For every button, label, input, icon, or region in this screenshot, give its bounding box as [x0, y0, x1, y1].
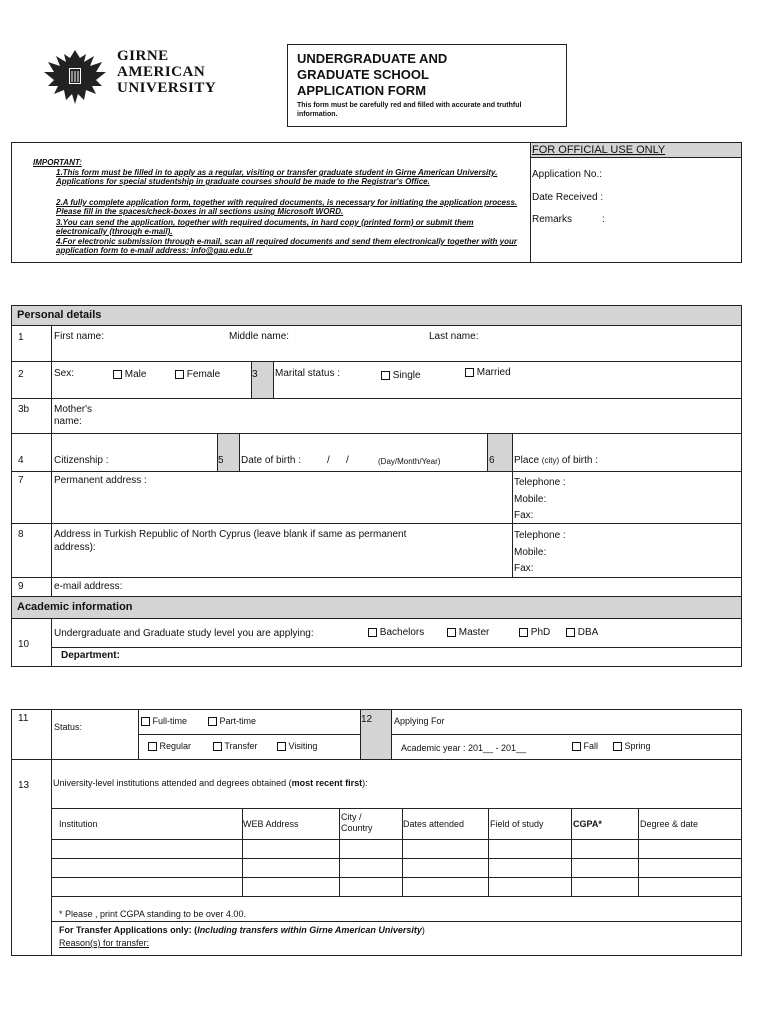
- marital-status-label: Marital status :: [275, 368, 341, 379]
- trnc-contact: [514, 528, 566, 578]
- place-of-birth-a: Place: [514, 455, 540, 466]
- single-option[interactable]: [381, 370, 421, 381]
- academic-year-label[interactable]: Academic year : 201__ - 201__: [401, 743, 527, 753]
- important-item-2: 2.A fully complete application form, together with required documents, is necessary for initiating the application process. Please fill in the spaces/check-boxes in all sections using Microsoft WORD.: [56, 198, 518, 216]
- university-name-line1: GIRNE: [117, 48, 169, 64]
- permanent-fax-label[interactable]: Fax:: [514, 510, 534, 521]
- row-number-1: 1: [18, 332, 24, 343]
- row-number-2: 2: [18, 369, 24, 380]
- form-title-line2: GRADUATE SCHOOL: [297, 67, 429, 82]
- dob-slash-2: /: [346, 455, 349, 466]
- phd-label: PhD: [530, 627, 551, 638]
- permanent-address-label[interactable]: Permanent address :: [54, 475, 147, 486]
- regular-checkbox[interactable]: [148, 742, 157, 751]
- mothers-name-line2: name:: [54, 416, 82, 427]
- fall-label: Fall: [583, 741, 599, 751]
- female-checkbox[interactable]: [175, 370, 184, 379]
- married-checkbox[interactable]: [465, 368, 474, 377]
- form-title: [297, 51, 447, 99]
- university-name: [117, 48, 216, 96]
- important-item-3: 3.You can send the application, together with required documents, in hard copy (printed form) or submit them electronically (through e-mail).: [56, 218, 474, 236]
- married-option[interactable]: [465, 367, 511, 378]
- middle-name-label[interactable]: Middle name:: [229, 331, 290, 342]
- last-name-label[interactable]: Last name:: [429, 331, 479, 342]
- col-field-of-study: Field of study: [490, 819, 544, 829]
- fulltime-option[interactable]: [141, 716, 187, 726]
- sex-label: Sex:: [54, 368, 75, 379]
- phd-checkbox[interactable]: [519, 628, 528, 637]
- place-of-birth-label[interactable]: [514, 455, 598, 466]
- fulltime-checkbox[interactable]: [141, 717, 150, 726]
- row-number-6: 6: [489, 455, 495, 466]
- department-label[interactable]: Department:: [61, 650, 120, 661]
- parttime-option[interactable]: [208, 716, 256, 726]
- eagle-seal-icon: [42, 44, 108, 108]
- col-web-address: WEB Address: [243, 819, 299, 829]
- cgpa-note: * Please , print CGPA standing to be over 4.00.: [59, 909, 246, 919]
- row-number-4: 4: [18, 455, 24, 466]
- single-label: Single: [392, 370, 421, 381]
- transfer-checkbox[interactable]: [213, 742, 222, 751]
- transfer-note-a: For Transfer Applications only: (: [59, 925, 198, 935]
- male-label: Male: [124, 369, 147, 380]
- row-number-10: 10: [18, 639, 30, 650]
- parttime-label: Part-time: [219, 716, 257, 726]
- fall-checkbox[interactable]: [572, 742, 581, 751]
- spring-checkbox[interactable]: [613, 742, 622, 751]
- email-address-label[interactable]: e-mail address:: [54, 581, 123, 592]
- remarks-colon: :: [602, 214, 605, 225]
- female-option[interactable]: [175, 369, 220, 380]
- row-number-11: 11: [18, 713, 29, 724]
- master-label: Master: [458, 627, 490, 638]
- bachelors-label: Bachelors: [379, 627, 425, 638]
- permanent-telephone-label[interactable]: Telephone :: [514, 477, 566, 488]
- master-checkbox[interactable]: [447, 628, 456, 637]
- single-checkbox[interactable]: [381, 371, 390, 380]
- important-box: [11, 142, 742, 263]
- institutions-heading-bold: most recent first: [291, 778, 363, 788]
- bachelors-checkbox[interactable]: [368, 628, 377, 637]
- study-level-label: Undergraduate and Graduate study level you are applying:: [54, 628, 314, 639]
- dob-format-hint: (Day/Month/Year): [378, 457, 441, 466]
- trnc-address-label[interactable]: [54, 528, 406, 554]
- date-of-birth-label[interactable]: Date of birth :: [241, 455, 302, 466]
- applying-for-label: Applying For: [394, 716, 445, 726]
- male-option[interactable]: [113, 369, 146, 380]
- important-item-1: 1.This form must be filled in to apply as a regular, visiting or transfer graduate student in Girne American University. Applications for special studentship in graduate courses should be made to the Registrar's Office.: [56, 168, 498, 186]
- visiting-checkbox[interactable]: [277, 742, 286, 751]
- trnc-mobile-label[interactable]: Mobile:: [514, 546, 547, 558]
- mothers-name-line1: Mother's: [54, 404, 93, 415]
- date-received-label: Date Received :: [532, 192, 604, 203]
- col-cgpa: CGPA*: [573, 819, 602, 829]
- university-logo: [42, 44, 108, 108]
- row-number-13: 13: [18, 780, 30, 791]
- reasons-for-transfer-label[interactable]: Reason(s) for transfer:: [59, 938, 150, 948]
- form-title-box: [287, 44, 567, 127]
- form-title-line3: APPLICATION FORM: [297, 83, 427, 98]
- table-row[interactable]: [52, 840, 741, 858]
- citizenship-label[interactable]: Citizenship :: [54, 455, 109, 466]
- col-institution: Institution: [59, 819, 98, 829]
- transfer-applications-note: [59, 925, 425, 935]
- permanent-contact: [514, 475, 566, 525]
- trnc-fax-label[interactable]: Fax:: [514, 563, 534, 574]
- status-label: Status:: [54, 722, 83, 732]
- female-label: Female: [186, 369, 221, 380]
- institutions-heading-a: University-level institutions attended and degrees obtained (: [53, 778, 292, 788]
- dba-label: DBA: [577, 627, 599, 638]
- mothers-name-label[interactable]: [54, 404, 92, 428]
- col-dates-attended: Dates attended: [403, 819, 465, 829]
- trnc-address-line2: address):: [54, 542, 96, 553]
- col-degree-date: Degree & date: [640, 819, 699, 829]
- important-item-4: 4.For electronic submission through e-mail, scan all required documents and send them electronically together with your application form to e-mail address: info@gau.edu.tr: [56, 237, 517, 255]
- bachelors-option[interactable]: [368, 627, 424, 638]
- married-label: Married: [476, 367, 511, 378]
- row-number-7: 7: [18, 475, 24, 486]
- institutions-table: [52, 808, 741, 897]
- dba-option[interactable]: [566, 627, 598, 638]
- parttime-checkbox[interactable]: [208, 717, 217, 726]
- personal-details-heading: Personal details: [17, 309, 102, 321]
- row-number-8: 8: [18, 529, 24, 540]
- male-checkbox[interactable]: [113, 370, 122, 379]
- phd-option[interactable]: [519, 627, 550, 638]
- permanent-mobile-label[interactable]: Mobile:: [514, 493, 547, 505]
- transfer-label: Transfer: [224, 741, 258, 751]
- transfer-note-italic: Including transfers within Girne American University: [197, 925, 422, 935]
- table-row[interactable]: [52, 859, 741, 877]
- trnc-telephone-label[interactable]: Telephone :: [514, 530, 566, 541]
- row-number-3b: 3b: [18, 404, 30, 415]
- visiting-option[interactable]: [277, 741, 317, 751]
- important-heading: IMPORTANT:: [33, 158, 82, 167]
- university-name-line2: AMERICAN: [117, 64, 206, 80]
- academic-info-heading: Academic information: [17, 601, 133, 613]
- transfer-option[interactable]: [213, 741, 258, 751]
- spring-option[interactable]: [613, 741, 651, 751]
- master-option[interactable]: [447, 627, 489, 638]
- trnc-address-line1: Address in Turkish Republic of North Cyprus (leave blank if same as permanent: [54, 529, 407, 540]
- form-subtitle: This form must be carefully red and filled with accurate and truthful information.: [297, 102, 522, 118]
- remarks-label: Remarks: [532, 214, 573, 225]
- col-city-country: City / Country: [341, 812, 373, 833]
- dob-slash-1: /: [327, 455, 330, 466]
- row-number-9: 9: [18, 581, 24, 592]
- regular-option[interactable]: [148, 741, 191, 751]
- row-number-5: 5: [218, 455, 224, 466]
- table-row[interactable]: [52, 878, 741, 896]
- institutions-heading: [53, 778, 368, 788]
- row-number-12: 12: [361, 714, 373, 725]
- fall-option[interactable]: [572, 741, 598, 751]
- university-name-line3: UNIVERSITY: [117, 80, 217, 96]
- dba-checkbox[interactable]: [566, 628, 575, 637]
- official-use-heading: FOR OFFICIAL USE ONLY: [532, 144, 666, 156]
- application-no-label: Application No.:: [532, 169, 603, 180]
- first-name-label[interactable]: First name:: [54, 331, 105, 342]
- place-of-birth-c: of birth :: [561, 455, 599, 466]
- fulltime-label: Full-time: [152, 716, 188, 726]
- form-title-line1: UNDERGRADUATE AND: [297, 51, 448, 66]
- row-number-3: 3: [252, 369, 258, 380]
- institutions-heading-c: ):: [362, 778, 368, 788]
- visiting-label: Visiting: [288, 741, 318, 751]
- spring-label: Spring: [624, 741, 651, 751]
- place-of-birth-city: (city): [541, 456, 560, 465]
- regular-label: Regular: [159, 741, 192, 751]
- transfer-note-c: ): [421, 925, 425, 935]
